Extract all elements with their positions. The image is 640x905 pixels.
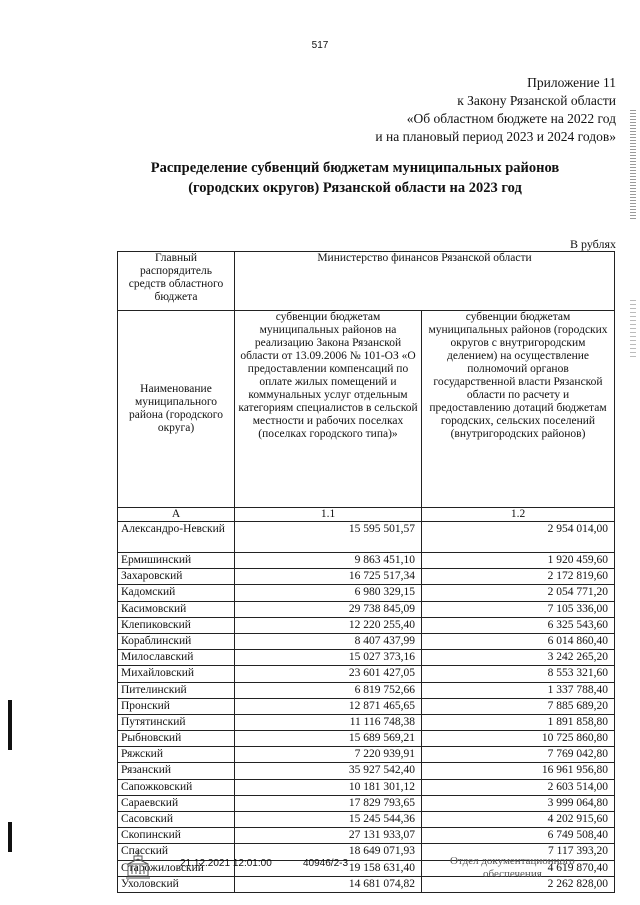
table-row bbox=[118, 795, 615, 811]
table-row bbox=[118, 812, 615, 828]
table-row bbox=[118, 731, 615, 747]
table-row bbox=[118, 650, 615, 666]
district-name-cell: Милославский bbox=[118, 650, 235, 666]
district-name-cell: Сасовский bbox=[118, 812, 235, 828]
appendix-line-2: к Закону Рязанской области bbox=[457, 93, 616, 108]
code-a: А bbox=[118, 508, 235, 522]
header-row-admin bbox=[118, 252, 615, 311]
table-row bbox=[118, 569, 615, 585]
value-1-2-cell: 4 619 870,40 bbox=[422, 860, 615, 876]
district-name-cell: Касимовский bbox=[118, 601, 235, 617]
appendix-line-3: «Об областном бюджете на 2022 год bbox=[406, 111, 616, 126]
header-admin-label: Главный распорядитель средств областного бюджета bbox=[118, 252, 235, 311]
district-name-cell: Сапожковский bbox=[118, 779, 235, 795]
table-row bbox=[118, 747, 615, 763]
scan-edge-strip bbox=[630, 300, 636, 360]
value-1-1-cell: 15 027 373,16 bbox=[235, 650, 422, 666]
district-name-cell: Сараевский bbox=[118, 795, 235, 811]
table-row bbox=[118, 633, 615, 649]
code-2: 1.2 bbox=[422, 508, 615, 522]
table-row bbox=[118, 682, 615, 698]
value-1-1-cell: 15 689 569,21 bbox=[235, 731, 422, 747]
district-name-cell: Скопинский bbox=[118, 828, 235, 844]
stamp-line-2: обеспечения bbox=[483, 868, 542, 880]
table-row bbox=[118, 585, 615, 601]
header-row-desc bbox=[118, 311, 615, 508]
table-row bbox=[118, 763, 615, 779]
district-name-cell: Клепиковский bbox=[118, 617, 235, 633]
value-1-2-cell: 1 891 858,80 bbox=[422, 714, 615, 730]
subventions-table bbox=[117, 251, 615, 893]
district-name-cell: Ухоловский bbox=[118, 876, 235, 892]
table-row bbox=[118, 601, 615, 617]
value-1-1-cell: 9 863 451,10 bbox=[235, 553, 422, 569]
district-name-cell: Пронский bbox=[118, 698, 235, 714]
value-1-1-cell: 6 819 752,66 bbox=[235, 682, 422, 698]
header-col2-desc: субвенции бюджетам муниципальных районов (городских округов с внутригородским делением) на осуществление полномочий органов государственной власти Рязанской области по расчету и предоставлению дотаций бюджетам городских, сельских поселений (внутригородских районов) bbox=[422, 311, 615, 508]
district-name-cell: Путятинский bbox=[118, 714, 235, 730]
value-1-1-cell: 35 927 542,40 bbox=[235, 763, 422, 779]
value-1-1-cell: 17 829 793,65 bbox=[235, 795, 422, 811]
value-1-2-cell: 1 920 459,60 bbox=[422, 553, 615, 569]
appendix-line-1: Приложение 11 bbox=[527, 75, 616, 90]
scan-margin-mark bbox=[8, 822, 12, 852]
table-row bbox=[118, 553, 615, 569]
value-1-2-cell: 7 885 689,20 bbox=[422, 698, 615, 714]
duma-building-icon bbox=[124, 848, 152, 882]
table-row bbox=[118, 714, 615, 730]
district-name-cell: Рязанский bbox=[118, 763, 235, 779]
header-admin-name: Министерство финансов Рязанской области bbox=[235, 252, 615, 311]
table-row bbox=[118, 828, 615, 844]
department-stamp bbox=[450, 855, 575, 881]
district-name-cell: Ермишинский bbox=[118, 553, 235, 569]
value-1-2-cell: 2 262 828,00 bbox=[422, 876, 615, 892]
district-name-cell: Захаровский bbox=[118, 569, 235, 585]
value-1-1-cell: 8 407 437,99 bbox=[235, 633, 422, 649]
district-name-cell: Пителинский bbox=[118, 682, 235, 698]
header-col1-desc: субвенции бюджетам муниципальных районов на реализацию Закона Рязанской области от 13.09.2006 № 101-ОЗ «О предоставлении компенсаций по оплате жилых помещений и коммунальных услуг отдельным категориям специалистов в сельской местности и рабочих поселках (поселках городского типа)» bbox=[235, 311, 422, 508]
footer-datetime: 21.12.2021 12:01:00 bbox=[180, 858, 272, 869]
unit-label: В рублях bbox=[569, 237, 616, 251]
value-1-2-cell: 1 337 788,40 bbox=[422, 682, 615, 698]
value-1-1-cell: 18 649 071,93 bbox=[235, 844, 422, 860]
value-1-1-cell: 12 220 255,40 bbox=[235, 617, 422, 633]
district-name-cell: Кораблинский bbox=[118, 633, 235, 649]
value-1-1-cell: 6 980 329,15 bbox=[235, 585, 422, 601]
value-1-2-cell: 6 325 543,60 bbox=[422, 617, 615, 633]
code-1: 1.1 bbox=[235, 508, 422, 522]
value-1-2-cell: 2 054 771,20 bbox=[422, 585, 615, 601]
value-1-1-cell: 12 871 465,65 bbox=[235, 698, 422, 714]
footer-logo bbox=[124, 848, 152, 882]
value-1-2-cell: 4 202 915,60 bbox=[422, 812, 615, 828]
value-1-1-cell: 27 131 933,07 bbox=[235, 828, 422, 844]
value-1-2-cell: 6 014 860,40 bbox=[422, 633, 615, 649]
value-1-2-cell: 2 954 014,00 bbox=[422, 522, 615, 553]
value-1-1-cell: 23 601 427,05 bbox=[235, 666, 422, 682]
value-1-2-cell: 8 553 321,60 bbox=[422, 666, 615, 682]
value-1-2-cell: 7 105 336,00 bbox=[422, 601, 615, 617]
table-row bbox=[118, 522, 615, 553]
district-name-cell: Ряжский bbox=[118, 747, 235, 763]
title-line-2: (городских округов) Рязанской области на 2023 год bbox=[188, 180, 522, 196]
value-1-2-cell: 7 769 042,80 bbox=[422, 747, 615, 763]
district-name-cell: Спасский bbox=[118, 844, 235, 860]
value-1-1-cell: 11 116 748,38 bbox=[235, 714, 422, 730]
value-1-1-cell: 19 158 631,40 bbox=[235, 860, 422, 876]
value-1-2-cell: 10 725 860,80 bbox=[422, 731, 615, 747]
value-1-1-cell: 14 681 074,82 bbox=[235, 876, 422, 892]
stamp-line-1: Отдел документационного bbox=[450, 855, 575, 867]
district-name-cell: Рыбновский bbox=[118, 731, 235, 747]
value-1-2-cell: 6 749 508,40 bbox=[422, 828, 615, 844]
scan-edge-strip bbox=[630, 110, 636, 220]
value-1-1-cell: 16 725 517,34 bbox=[235, 569, 422, 585]
value-1-1-cell: 7 220 939,91 bbox=[235, 747, 422, 763]
scan-margin-mark bbox=[8, 700, 12, 750]
appendix-line-4: и на плановый период 2023 и 2024 годов» bbox=[375, 129, 616, 144]
table-row bbox=[118, 666, 615, 682]
value-1-1-cell: 29 738 845,09 bbox=[235, 601, 422, 617]
district-name-cell: Кадомский bbox=[118, 585, 235, 601]
district-name-cell: Михайловский bbox=[118, 666, 235, 682]
value-1-2-cell: 3 242 265,20 bbox=[422, 650, 615, 666]
value-1-2-cell: 2 603 514,00 bbox=[422, 779, 615, 795]
appendix-block bbox=[375, 74, 616, 146]
value-1-2-cell: 16 961 956,80 bbox=[422, 763, 615, 779]
title-line-1: Распределение субвенций бюджетам муниципальных районов bbox=[150, 160, 560, 176]
table-body bbox=[118, 522, 615, 893]
value-1-1-cell: 10 181 301,12 bbox=[235, 779, 422, 795]
table-row bbox=[118, 617, 615, 633]
value-1-1-cell: 15 245 544,36 bbox=[235, 812, 422, 828]
document-title bbox=[120, 158, 590, 198]
footer-doc-number: 40946/2-3 bbox=[303, 858, 349, 869]
value-1-2-cell: 7 117 393,20 bbox=[422, 844, 615, 860]
header-district-label: Наименование муниципального района (городского округа) bbox=[118, 311, 235, 508]
district-name-cell: Старожиловский bbox=[118, 860, 235, 876]
district-name-cell: Александро-Невский bbox=[118, 522, 235, 553]
value-1-2-cell: 3 999 064,80 bbox=[422, 795, 615, 811]
page-number: 517 bbox=[311, 40, 329, 51]
table-row bbox=[118, 698, 615, 714]
table-row bbox=[118, 779, 615, 795]
code-row bbox=[118, 508, 615, 522]
value-1-2-cell: 2 172 819,60 bbox=[422, 569, 615, 585]
value-1-1-cell: 15 595 501,57 bbox=[235, 522, 422, 553]
